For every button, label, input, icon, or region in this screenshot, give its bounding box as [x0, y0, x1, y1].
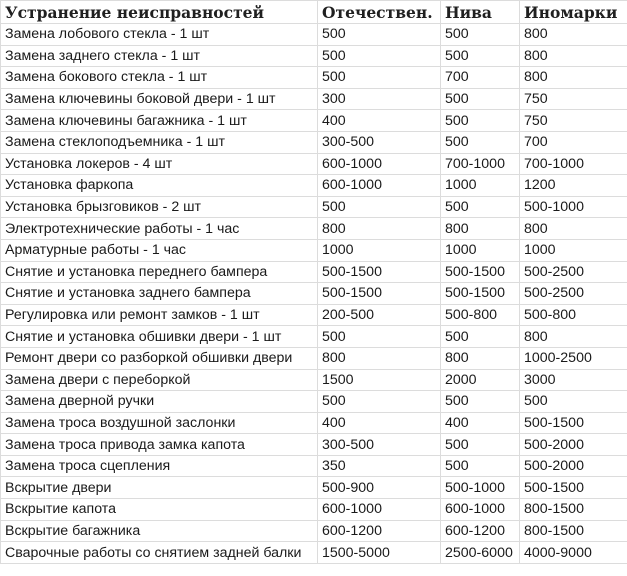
cell-service: Замена троса воздушной заслонки — [1, 412, 318, 434]
table-row — [1, 412, 627, 434]
cell-domestic: 200-500 — [318, 304, 441, 326]
cell-domestic: 1500-5000 — [318, 542, 441, 564]
table-row — [1, 391, 627, 413]
cell-niva: 2500-6000 — [441, 542, 520, 564]
cell-domestic: 500 — [318, 196, 441, 218]
table-row — [1, 542, 627, 564]
cell-foreign: 800 — [520, 67, 627, 89]
table-row — [1, 131, 627, 153]
table-row — [1, 477, 627, 499]
cell-foreign: 700 — [520, 131, 627, 153]
cell-service: Ремонт двери со разборкой обшивки двери — [1, 347, 318, 369]
cell-service: Замена троса привода замка капота — [1, 434, 318, 456]
cell-domestic: 800 — [318, 218, 441, 240]
cell-domestic: 800 — [318, 347, 441, 369]
cell-niva: 500 — [441, 45, 520, 67]
table-row — [1, 110, 627, 132]
cell-domestic: 500 — [318, 391, 441, 413]
cell-niva: 500 — [441, 131, 520, 153]
cell-service: Замена стеклоподъемника - 1 шт — [1, 131, 318, 153]
cell-niva: 500 — [441, 88, 520, 110]
cell-domestic: 300-500 — [318, 131, 441, 153]
cell-service: Снятие и установка заднего бампера — [1, 283, 318, 305]
cell-domestic: 500 — [318, 45, 441, 67]
table-row — [1, 304, 627, 326]
cell-foreign: 3000 — [520, 369, 627, 391]
cell-domestic: 300-500 — [318, 434, 441, 456]
cell-foreign: 800 — [520, 24, 627, 46]
cell-domestic: 600-1000 — [318, 153, 441, 175]
table-row — [1, 175, 627, 197]
cell-domestic: 600-1000 — [318, 499, 441, 521]
table-row — [1, 455, 627, 477]
cell-niva: 500 — [441, 326, 520, 348]
cell-foreign: 1200 — [520, 175, 627, 197]
cell-niva: 500-1500 — [441, 261, 520, 283]
cell-foreign: 500-1000 — [520, 196, 627, 218]
cell-foreign: 1000-2500 — [520, 347, 627, 369]
cell-niva: 500 — [441, 455, 520, 477]
cell-service: Установка фаркопа — [1, 175, 318, 197]
cell-domestic: 400 — [318, 110, 441, 132]
cell-niva: 600-1000 — [441, 499, 520, 521]
cell-niva: 800 — [441, 218, 520, 240]
header-service: Устранение неисправностей — [1, 1, 318, 24]
table-header — [1, 1, 627, 24]
cell-service: Установка брызговиков - 2 шт — [1, 196, 318, 218]
table-row — [1, 434, 627, 456]
cell-niva: 700 — [441, 67, 520, 89]
cell-service: Регулировка или ремонт замков - 1 шт — [1, 304, 318, 326]
cell-foreign: 500-800 — [520, 304, 627, 326]
cell-service: Замена бокового стекла - 1 шт — [1, 67, 318, 89]
cell-domestic: 500-1500 — [318, 261, 441, 283]
cell-domestic: 500 — [318, 326, 441, 348]
cell-service: Вскрытие капота — [1, 499, 318, 521]
table-row — [1, 520, 627, 542]
cell-foreign: 700-1000 — [520, 153, 627, 175]
cell-niva: 1000 — [441, 175, 520, 197]
cell-foreign: 800-1500 — [520, 520, 627, 542]
cell-service: Арматурные работы - 1 час — [1, 239, 318, 261]
cell-service: Вскрытие двери — [1, 477, 318, 499]
cell-foreign: 750 — [520, 110, 627, 132]
table-row — [1, 326, 627, 348]
cell-service: Установка локеров - 4 шт — [1, 153, 318, 175]
cell-domestic: 500-900 — [318, 477, 441, 499]
cell-service: Вскрытие багажника — [1, 520, 318, 542]
cell-foreign: 800 — [520, 45, 627, 67]
cell-foreign: 500-1500 — [520, 412, 627, 434]
header-foreign: Иномарки — [520, 1, 627, 24]
cell-niva: 500 — [441, 24, 520, 46]
table-row — [1, 261, 627, 283]
cell-foreign: 500-2000 — [520, 434, 627, 456]
table-row — [1, 499, 627, 521]
cell-foreign: 500-2000 — [520, 455, 627, 477]
table-body — [1, 24, 627, 564]
header-row — [1, 1, 627, 24]
cell-niva: 500 — [441, 391, 520, 413]
cell-domestic: 350 — [318, 455, 441, 477]
cell-niva: 500-800 — [441, 304, 520, 326]
cell-domestic: 500-1500 — [318, 283, 441, 305]
cell-niva: 500-1500 — [441, 283, 520, 305]
cell-niva: 500-1000 — [441, 477, 520, 499]
cell-niva: 500 — [441, 434, 520, 456]
table-row — [1, 67, 627, 89]
cell-service: Замена лобового стекла - 1 шт — [1, 24, 318, 46]
cell-domestic: 600-1200 — [318, 520, 441, 542]
cell-niva: 700-1000 — [441, 153, 520, 175]
cell-domestic: 600-1000 — [318, 175, 441, 197]
table-row — [1, 283, 627, 305]
cell-service: Замена ключевины багажника - 1 шт — [1, 110, 318, 132]
cell-foreign: 800-1500 — [520, 499, 627, 521]
cell-niva: 600-1200 — [441, 520, 520, 542]
cell-service: Снятие и установка переднего бампера — [1, 261, 318, 283]
cell-niva: 500 — [441, 110, 520, 132]
cell-service: Замена заднего стекла - 1 шт — [1, 45, 318, 67]
cell-foreign: 800 — [520, 218, 627, 240]
cell-domestic: 500 — [318, 67, 441, 89]
cell-niva: 1000 — [441, 239, 520, 261]
cell-niva: 500 — [441, 196, 520, 218]
cell-domestic: 300 — [318, 88, 441, 110]
cell-foreign: 500-2500 — [520, 261, 627, 283]
table-row — [1, 218, 627, 240]
cell-foreign: 800 — [520, 326, 627, 348]
cell-service: Замена дверной ручки — [1, 391, 318, 413]
cell-foreign: 4000-9000 — [520, 542, 627, 564]
table-row — [1, 239, 627, 261]
table-row — [1, 88, 627, 110]
cell-domestic: 1500 — [318, 369, 441, 391]
cell-service: Замена троса сцепления — [1, 455, 318, 477]
table-row — [1, 45, 627, 67]
cell-foreign: 500-1500 — [520, 477, 627, 499]
cell-foreign: 500 — [520, 391, 627, 413]
cell-niva: 800 — [441, 347, 520, 369]
cell-domestic: 500 — [318, 24, 441, 46]
cell-foreign: 500-2500 — [520, 283, 627, 305]
table-row — [1, 347, 627, 369]
cell-niva: 2000 — [441, 369, 520, 391]
cell-niva: 400 — [441, 412, 520, 434]
cell-foreign: 1000 — [520, 239, 627, 261]
table-row — [1, 24, 627, 46]
cell-service: Снятие и установка обшивки двери - 1 шт — [1, 326, 318, 348]
table-row — [1, 153, 627, 175]
cell-service: Сварочные работы со снятием задней балки — [1, 542, 318, 564]
cell-domestic: 400 — [318, 412, 441, 434]
table-row — [1, 196, 627, 218]
cell-foreign: 750 — [520, 88, 627, 110]
cell-service: Замена ключевины боковой двери - 1 шт — [1, 88, 318, 110]
cell-service: Замена двери с переборкой — [1, 369, 318, 391]
cell-domestic: 1000 — [318, 239, 441, 261]
cell-service: Электротехнические работы - 1 час — [1, 218, 318, 240]
table-row — [1, 369, 627, 391]
header-domestic: Отечествен. — [318, 1, 441, 24]
header-niva: Нива — [441, 1, 520, 24]
